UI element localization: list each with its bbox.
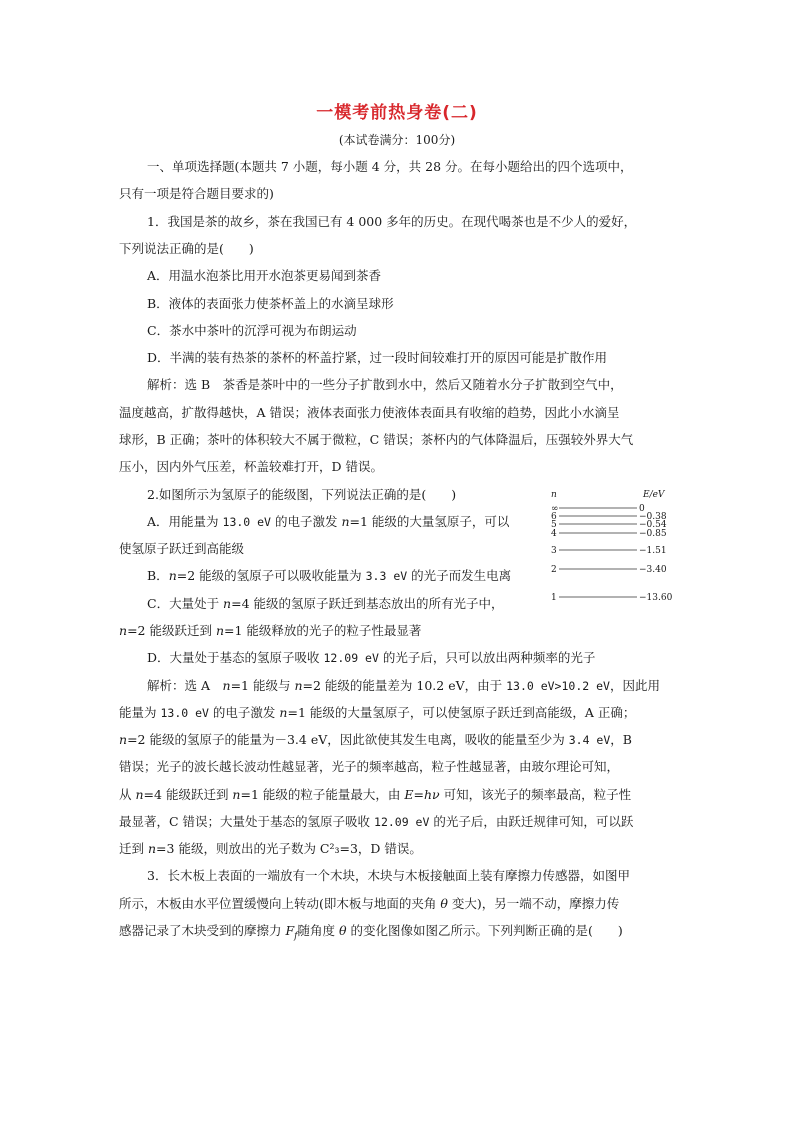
page-title: 一模考前热身卷(二) (316, 103, 478, 123)
q3-stem-line-1: 3．长木板上表面的一端放有一个木块，木块与木板接触面上装有摩擦力传感器，如图甲 (147, 868, 630, 883)
energy-level-e-label: 0 (639, 504, 645, 514)
q2-answer-line-3: n=2 能级的氢原子的能量为－3.4 eV，因此欲使其发生电离，吸收的能量至少为 3.4 eV，B (119, 732, 632, 747)
energy-level-e-label: −3.40 (639, 565, 667, 575)
energy-level-e-label: −0.38 (639, 512, 667, 522)
energy-level-e-label: −0.85 (639, 529, 667, 539)
energy-levels (551, 504, 673, 603)
energy-level-n-label: 4 (551, 529, 557, 539)
diagram-n-axis-label: n (551, 490, 557, 500)
energy-level-n-label: ∞ (551, 504, 559, 514)
energy-level-n-label: 1 (551, 593, 557, 603)
q1-stem-line-1: 1．我国是茶的故乡，茶在我国已有 4 000 多年的历史。在现代喝茶也是不少人的爱好， (147, 214, 637, 229)
q1-stem-line-2: 下列说法正确的是( ) (119, 241, 254, 256)
q2-answer-line-5: 从 n=4 能级跃迁到 n=1 能级的粒子能量最大，由 E=hν 可知，该光子的频率最高，粒子性 (119, 787, 632, 802)
q3-stem-line-2: 所示，木板由水平位置缓慢向上转动(即木板与地面的夹角 θ 变大)，另一端不动，摩擦力传 (119, 896, 620, 911)
q1-option-c: C．茶水中茶叶的沉浮可视为布朗运动 (147, 323, 357, 338)
q2-stem: 2.如图所示为氢原子的能级图，下列说法正确的是( ) (147, 487, 457, 502)
q2-answer-line-7: 迁到 n=3 能级，则放出的光子数为 C²₃=3，D 错误。 (119, 841, 422, 856)
energy-level-n-label: 2 (551, 565, 557, 575)
energy-level-n-label: 3 (551, 546, 557, 556)
q2-option-b: B．n=2 能级的氢原子可以吸收能量为 3.3 eV 的光子而发生电离 (147, 568, 512, 583)
q1-option-b: B．液体的表面张力使茶杯盖上的水滴呈球形 (147, 296, 394, 311)
q2-option-d: D．大量处于基态的氢原子吸收 12.09 eV 的光子后，只可以放出两种频率的光子 (147, 650, 596, 665)
q1-option-d: D．半满的装有热茶的茶杯的杯盖拧紧，过一段时间较难打开的原因可能是扩散作用 (147, 350, 608, 365)
q2-answer-line-6: 最显著，C 错误；大量处于基态的氢原子吸收 12.09 eV 的光子后，由跃迁规律可知，可以跃 (119, 814, 634, 829)
q1-answer-line-2: 温度越高，扩散得越快，A 错误；液体表面张力使液体表面具有收缩的趋势，因此小水滴呈 (119, 405, 620, 420)
energy-level-e-label: −13.60 (639, 593, 673, 603)
energy-level-n-label: 6 (551, 512, 557, 522)
energy-level-n-label: 5 (551, 520, 557, 530)
q3-stem-line-3: 感器记录了木块受到的摩擦力 $F_f$随角度 θ 的变化图像如图乙所示。下列判断正确的是( ) (119, 923, 623, 942)
section-heading-line-2: 只有一项是符合题目要求的) (119, 186, 274, 201)
energy-level-e-label: −1.51 (639, 546, 667, 556)
q1-answer-line-1: 解析：选 B 茶香是茶叶中的一些分子扩散到水中，然后又随着水分子扩散到空气中， (147, 377, 623, 392)
q2-option-a-line-1: A．用能量为 13.0 eV 的电子激发 n=1 能级的大量氢原子，可以 (147, 514, 510, 529)
q2-option-c-line-1: C．大量处于 n=4 能级的氢原子跃迁到基态放出的所有光子中， (147, 596, 504, 611)
energy-level-e-label: −0.54 (639, 520, 667, 530)
q2-option-c-line-2: n=2 能级跃迁到 n=1 能级释放的光子的粒子性最显著 (119, 623, 422, 638)
q1-answer-line-4: 压小，因内外气压差，杯盖较难打开，D 错误。 (119, 459, 383, 474)
diagram-energy-axis-label: E/eV (643, 490, 665, 500)
q2-answer-line-2: 能量为 13.0 eV 的电子激发 n=1 能级的大量氢原子，可以使氢原子跃迁到高能级，A 正确； (119, 705, 636, 720)
q1-option-a: A．用温水泡茶比用开水泡茶更易闻到茶香 (147, 268, 382, 283)
energy-level-diagram (545, 488, 675, 608)
q1-answer-line-3: 球形，B 正确；茶叶的体积较大不属于微粒，C 错误；茶杯内的气体降温后，压强较外界大气 (119, 432, 634, 447)
section-heading-line-1: 一、单项选择题(本题共 7 小题，每小题 4 分，共 28 分。在每小题给出的四个选项中， (147, 159, 633, 174)
q2-answer-line-4: 错误；光子的波长越长波动性越显著，光子的频率越高，粒子性越显著，由玻尔理论可知， (119, 759, 620, 774)
q2-answer-line-1: 解析：选 A n=1 能级与 n=2 能级的能量差为 10.2 eV，由于 13.0 eV>10.2 eV，因此用 (147, 678, 660, 693)
q2-option-a-line-2: 使氢原子跃迁到高能级 (119, 541, 245, 556)
page-subtitle: (本试卷满分：100分) (338, 133, 456, 147)
